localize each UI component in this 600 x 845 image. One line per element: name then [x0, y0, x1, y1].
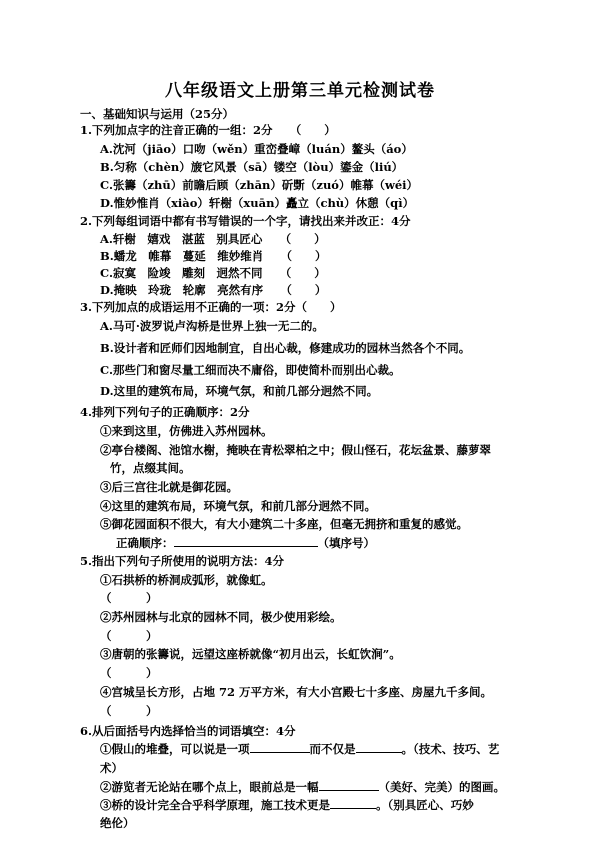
- question-1-stem: 1.下列加点字的注音正确的一组：2分 （ ）: [80, 123, 336, 137]
- section-heading: 一、基础知识与运用（25分）: [80, 107, 235, 121]
- question-5-answer-1[interactable]: （ ）: [100, 591, 158, 605]
- question-5-answer-4[interactable]: （ ）: [100, 704, 158, 718]
- question-2-option-b: B.蟠龙 帷幕 蔓延 维妙维肖 （ ）: [100, 249, 327, 263]
- answer-blank[interactable]: [174, 535, 318, 547]
- question-6-sentence-2: ②游览者无论站在哪个点上，眼前总是一幅 （美好、完美）的图画。: [100, 780, 505, 794]
- question-4-sentence-4: ④这里的建筑布局，环境气氛，和前几部分迥然不同。: [100, 499, 376, 513]
- question-5-stem: 5.指出下列句子所使用的说明方法：4分: [80, 554, 285, 568]
- blank-4[interactable]: [330, 797, 376, 809]
- answer-label: 正确顺序：: [116, 536, 174, 550]
- question-1-option-d: D.惟妙惟肖（xiào）轩榭（xuān）矗立（chù）休憩（qì）: [100, 196, 415, 210]
- question-3-option-c: C.那些门和窗尽量工细而决不庸俗，即使简朴而别出心裁。: [100, 363, 401, 377]
- question-4-sentence-2: ②亭台楼阁、池馆水榭，掩映在青松翠柏之中；假山怪石，花坛盆景、藤萝翠: [100, 443, 491, 457]
- question-4-sentence-5: ⑤御花园面积不很大，有大小建筑二十多座，但毫无拥挤和重复的感觉。: [100, 517, 468, 531]
- question-2-stem: 2.下列每组词语中都有书写错误的一个字，请找出来并改正：4分: [80, 214, 411, 228]
- blank-3[interactable]: [319, 779, 379, 791]
- question-6-sentence-3-cont: 绝伦）: [100, 816, 135, 830]
- blank-2[interactable]: [356, 741, 402, 753]
- question-3-option-b: B.设计者和匠师们因地制宜，自出心裁，修建成功的园林当然各个不同。: [100, 341, 471, 355]
- question-3-stem: 3.下列加点的成语运用不正确的一项：2分（ ）: [80, 300, 342, 314]
- question-4-sentence-1: ①来到这里，仿佛进入苏州园林。: [100, 424, 273, 438]
- question-2-option-c: C.寂寞 险竣 雕刻 迥然不同 （ ）: [100, 266, 326, 280]
- question-5-sentence-4: ④宫城呈长方形，占地 72 万平方米，有大小宫殿七十多座、房屋九千多间。: [100, 685, 493, 699]
- question-6-sentence-3: ③桥的设计完全合乎科学原理，施工技术更是 。（别具匠心、巧妙: [100, 798, 474, 812]
- question-6-stem: 6.从后面括号内选择恰当的词语填空：4分: [80, 724, 296, 738]
- question-6-sentence-1-cont: 术）: [100, 761, 123, 775]
- question-4-sentence-2-cont: 竹，点缀其间。: [110, 461, 191, 475]
- question-6-sentence-1: ①假山的堆叠，可以说是一项 而不仅是 。（技术、技巧、艺: [100, 742, 500, 756]
- question-3-option-a: A.马可·波罗说卢沟桥是世界上独一无二的。: [100, 319, 324, 333]
- question-2-option-a: A.轩榭 嬉戏 湛蓝 别具匠心 （ ）: [100, 232, 326, 246]
- question-5-sentence-3: ③唐朝的张籌说，远望这座桥就像“初月出云，长虹饮涧”。: [100, 647, 401, 661]
- answer-hint: （填序号）: [317, 536, 375, 550]
- question-1-option-b: B.匀称（chèn）旇它风景（sā）镂空（lòu）鎏金（liú）: [100, 160, 404, 174]
- question-2-option-d: D.掩映 玲珑 轮廓 亮然有序 （ ）: [100, 283, 327, 297]
- question-5-sentence-2: ②苏州园林与北京的园林不同，极少使用彩绘。: [100, 610, 342, 624]
- blank-1[interactable]: [250, 741, 310, 753]
- question-5-sentence-1: ①石拱桥的桥洞成弧形，就像虹。: [100, 573, 273, 587]
- question-1-option-a: A.沈河（jiāo）口吻（wěn）重峦叠嶂（luán）鳌头（áo）: [100, 142, 413, 156]
- question-3-option-d: D.这里的建筑布局，环境气氛，和前几部分迥然不同。: [100, 384, 379, 398]
- page-title: 八年级语文上册第三单元检测试卷: [165, 81, 435, 101]
- question-4-answer-row: [116, 535, 576, 551]
- question-1-option-c: C.张籌（zhū）前瞻后顾（zhān）斫斲（zuó）帷幕（wéi）: [100, 178, 419, 192]
- question-4-sentence-3: ③后三宫往北就是御花园。: [100, 480, 238, 494]
- question-5-answer-2[interactable]: （ ）: [100, 629, 158, 643]
- question-4-stem: 4.排列下列句子的正确顺序：2分: [80, 405, 250, 419]
- question-5-answer-3[interactable]: （ ）: [100, 666, 158, 680]
